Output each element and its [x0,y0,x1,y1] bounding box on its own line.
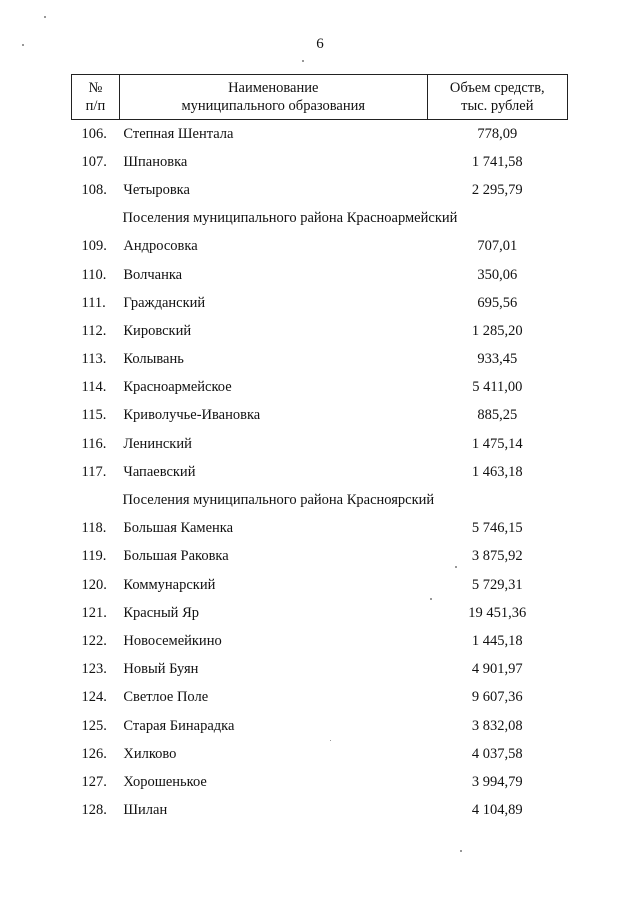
header-row [72,75,568,120]
amount: 3 875,92 [471,548,523,565]
table-row [72,712,568,740]
municipality-name: Ленинский [123,435,192,452]
municipality-name: Шилан [123,802,168,819]
row-number: 119. [81,548,107,565]
amount: 1 285,20 [471,322,523,339]
allocation-table [71,74,568,825]
amount: 4 037,58 [471,745,523,762]
scan-speck [330,740,331,741]
table-row [72,656,568,684]
table-row [72,233,568,261]
amount: 350,06 [477,266,518,283]
row-number: 117. [81,463,107,480]
municipality-name: Красный Яр [123,604,199,621]
header-amount-line2: тыс. рублей [461,98,534,114]
table-row [72,571,568,599]
municipality-name: Большая Каменка [123,520,234,537]
header-name [119,75,427,120]
municipality-name: Старая Бинарадка [123,717,235,734]
row-number: 115. [81,407,107,424]
row-number: 120. [81,576,107,593]
table-row [72,289,568,317]
table-row [72,261,568,289]
municipality-name: Гражданский [123,294,206,311]
table-row [72,797,568,825]
row-number: 127. [81,773,107,790]
amount: 1 445,18 [471,632,523,649]
row-number: 122. [81,632,107,649]
scan-speck [460,850,462,852]
amount: 2 295,79 [471,181,523,198]
scan-speck [22,44,24,46]
municipality-name: Криволучье-Ивановка [123,407,261,424]
row-number: 116. [81,435,107,452]
row-number: 112. [81,322,107,339]
table-row [72,346,568,374]
amount: 3 994,79 [471,773,523,790]
row-number: 113. [81,351,107,368]
municipality-name: Андросовка [123,238,198,255]
table-row [72,599,568,627]
row-number: 121. [81,604,107,621]
municipality-name: Чапаевский [123,463,196,480]
table-row [72,374,568,402]
table-row [72,515,568,543]
amount: 778,09 [477,125,518,142]
row-number: 128. [81,802,107,819]
row-number: 106. [81,125,107,142]
row-number: 118. [81,520,107,537]
row-number: 125. [81,717,107,734]
table-row [72,768,568,796]
municipality-name: Новый Буян [123,661,199,678]
header-name-line2: муниципального образования [181,98,366,114]
municipality-name: Красноармейское [123,379,232,396]
amount: 1 463,18 [471,463,523,480]
scan-speck [302,60,304,62]
municipality-name: Четыровка [123,181,190,198]
row-number: 109. [81,238,107,255]
row-number: 126. [81,745,107,762]
table-row [72,402,568,430]
table-row [72,430,568,458]
scan-speck [430,598,432,600]
municipality-name: Кировский [123,322,192,339]
municipality-name: Колывань [123,351,184,368]
row-number: 124. [81,689,107,706]
municipality-name: Хорошенькое [123,773,207,790]
table-row [72,740,568,768]
section-title: Поселения муниципального района Красноярский [122,492,435,509]
municipality-name: Светлое Поле [123,689,209,706]
municipality-name: Волчанка [123,266,183,283]
municipality-name: Хилково [123,745,177,762]
table-header [72,75,568,120]
amount: 933,45 [477,351,518,368]
amount: 4 901,97 [471,661,523,678]
row-number: 111. [81,294,106,311]
header-number-line1: № [88,80,103,96]
header-number [72,75,120,120]
amount: 5 729,31 [471,576,523,593]
row-number: 108. [81,181,107,198]
table-row [72,148,568,176]
municipality-name: Степная Шентала [123,125,234,142]
amount: 695,56 [477,294,518,311]
header-name-line1: Наименование [228,80,319,96]
row-number: 114. [81,379,107,396]
municipality-name: Шпановка [123,153,188,170]
table-row [72,458,568,486]
municipality-name: Новосемейкино [123,632,222,649]
scan-speck [44,16,46,18]
amount: 885,25 [477,407,518,424]
header-amount [427,75,567,120]
row-number: 110. [81,266,107,283]
amount: 19 451,36 [468,604,527,621]
header-amount-line1: Объем средств, [449,80,545,96]
municipality-name: Большая Раковка [123,548,229,565]
table-row [72,627,568,655]
amount: 1 741,58 [471,153,523,170]
amount: 5 411,00 [472,379,523,396]
table-row [72,176,568,204]
section-title: Поселения муниципального района Красноармейский [122,210,458,227]
page-number: 6 [316,36,324,52]
table-row [72,317,568,345]
municipality-name: Коммунарский [123,576,216,593]
amount: 3 832,08 [471,717,523,734]
table-row [72,684,568,712]
scan-speck [455,566,457,568]
amount: 707,01 [477,238,518,255]
amount: 1 475,14 [471,435,523,452]
amount: 9 607,36 [471,689,523,706]
table-row [72,120,568,149]
amount: 5 746,15 [471,520,523,537]
section-header-row [72,205,568,233]
row-number: 107. [81,153,107,170]
section-header-row [72,486,568,514]
table-body [72,120,568,825]
table-row [72,543,568,571]
row-number: 123. [81,661,107,678]
header-number-line2: п/п [85,98,106,114]
amount: 4 104,89 [471,802,523,819]
